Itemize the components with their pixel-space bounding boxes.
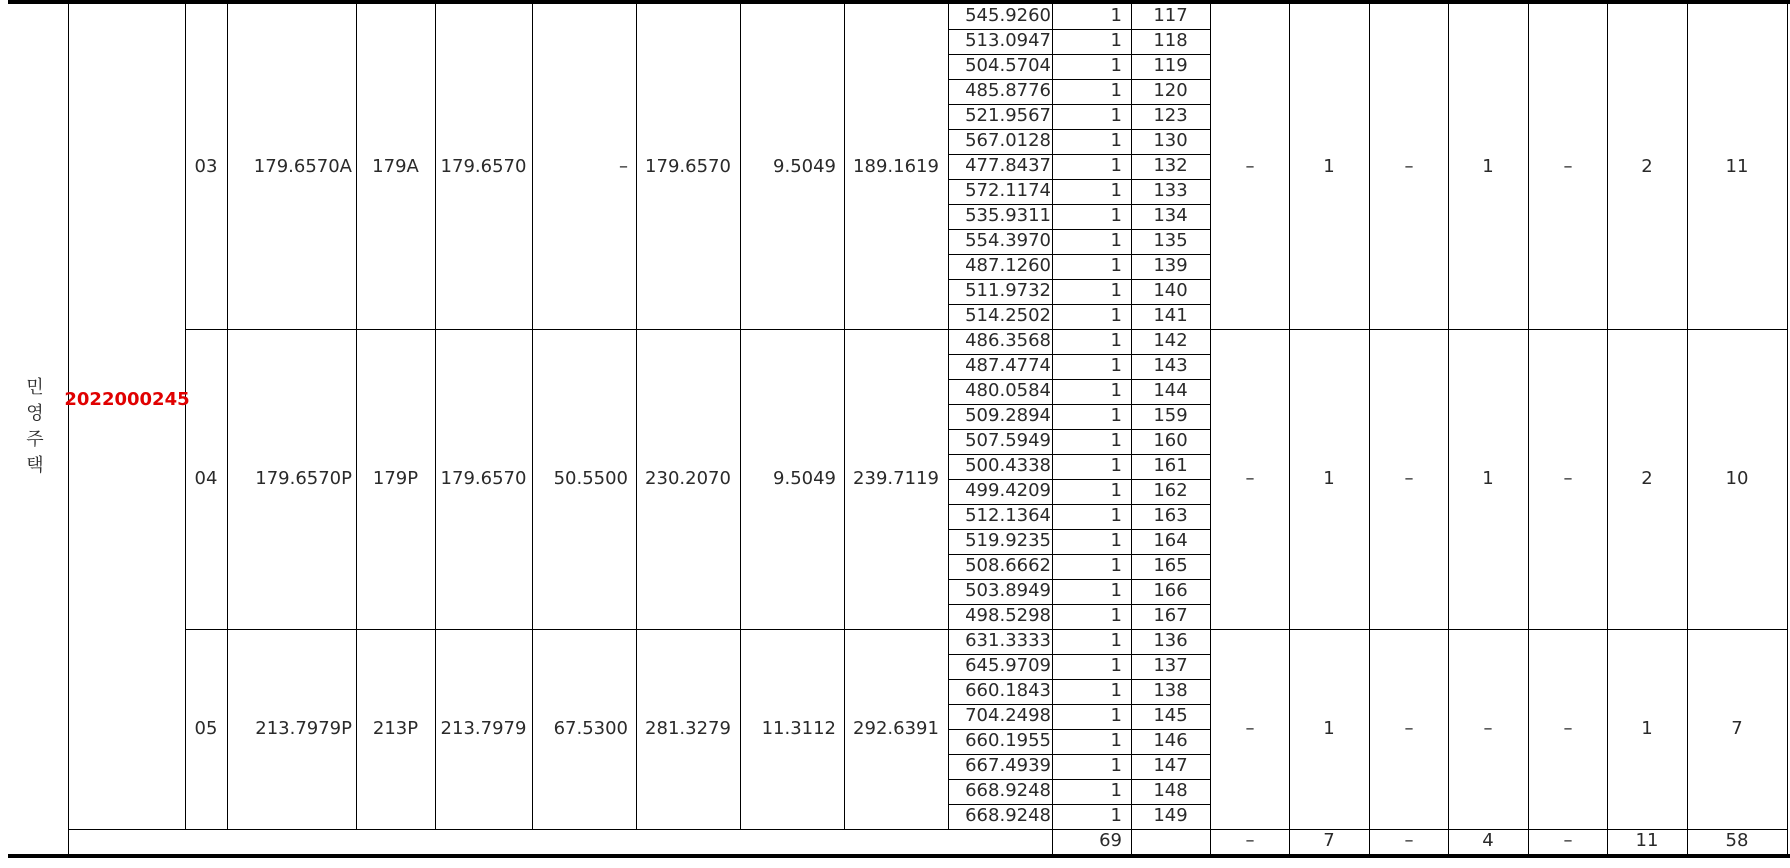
tail-value: 1 <box>1323 718 1335 739</box>
unit-count: 1 <box>1110 330 1122 351</box>
land-area: 504.5704 <box>965 55 1051 76</box>
col-divider <box>227 0 228 829</box>
unit-count: 1 <box>1110 680 1122 701</box>
unit-id: 162 <box>1153 480 1188 501</box>
unit-id: 147 <box>1153 755 1188 776</box>
tail-value: 2 <box>1641 468 1653 489</box>
land-area: 668.9248 <box>965 780 1051 801</box>
group-divider <box>185 629 948 630</box>
model: 213P <box>372 718 419 739</box>
tail-value: 1 <box>1323 468 1335 489</box>
unit-id: 137 <box>1153 655 1188 676</box>
unit-id: 165 <box>1153 555 1188 576</box>
unit-id: 140 <box>1153 280 1188 301</box>
unit-count: 1 <box>1110 355 1122 376</box>
unit-id: 117 <box>1153 5 1188 26</box>
bottom-rule <box>8 854 1790 858</box>
unit-count: 1 <box>1110 730 1122 751</box>
unit-id: 146 <box>1153 730 1188 751</box>
col-divider <box>1369 0 1370 854</box>
unit-count: 1 <box>1110 655 1122 676</box>
unit-id: 149 <box>1153 805 1188 826</box>
land-area: 519.9235 <box>965 530 1051 551</box>
unit-count: 1 <box>1110 530 1122 551</box>
col-divider <box>740 0 741 829</box>
group-no: 03 <box>194 155 218 177</box>
other-area: 9.5049 <box>773 155 836 177</box>
land-area: 631.3333 <box>965 630 1051 651</box>
unit-count: 1 <box>1110 705 1122 726</box>
unit-count: 1 <box>1110 280 1122 301</box>
unit-id: 136 <box>1153 630 1188 651</box>
group-no: 05 <box>194 718 218 739</box>
unit-id: 120 <box>1153 80 1188 101</box>
land-area: 485.8776 <box>965 80 1051 101</box>
land-area: 668.9248 <box>965 805 1051 826</box>
unit-id: 159 <box>1153 405 1188 426</box>
land-area: 499.4209 <box>965 480 1051 501</box>
unit-count: 1 <box>1110 805 1122 826</box>
col-divider <box>1528 0 1529 854</box>
top-rule <box>8 0 1790 4</box>
land-area: 545.9260 <box>965 5 1051 26</box>
col-divider <box>1289 0 1290 854</box>
unit-count: 1 <box>1110 130 1122 151</box>
unit-count: 1 <box>1110 55 1122 76</box>
unit-id: 160 <box>1153 430 1188 451</box>
unit-id: 141 <box>1153 305 1188 326</box>
unit-id: 145 <box>1153 705 1188 726</box>
total-tail-value: – <box>1404 830 1414 851</box>
col-divider <box>356 0 357 829</box>
unit-id: 134 <box>1153 205 1188 226</box>
other-area: 9.5049 <box>773 468 836 489</box>
land-area: 508.6662 <box>965 555 1051 576</box>
total-tail-value: – <box>1563 830 1573 851</box>
land-area: 486.3568 <box>965 330 1051 351</box>
land-area: 500.4338 <box>965 455 1051 476</box>
tail-value: – <box>1563 155 1573 177</box>
unit-count: 1 <box>1110 205 1122 226</box>
unit-id: 148 <box>1153 780 1188 801</box>
land-area: 509.2894 <box>965 405 1051 426</box>
unit-count: 1 <box>1110 605 1122 626</box>
unit-count: 1 <box>1110 405 1122 426</box>
unit-count: 1 <box>1110 780 1122 801</box>
tail-value: – <box>1483 718 1493 739</box>
land-area: 477.8437 <box>965 155 1051 176</box>
col-divider <box>1210 0 1211 854</box>
col-divider <box>532 0 533 829</box>
land-area: 567.0128 <box>965 130 1051 151</box>
col-divider <box>1787 0 1788 854</box>
other-common-area: – <box>619 155 628 177</box>
land-area: 513.0947 <box>965 30 1051 51</box>
total-tail-value: – <box>1245 830 1255 851</box>
group-divider <box>185 329 948 330</box>
tail-value: 1 <box>1482 468 1494 489</box>
unit-id: 130 <box>1153 130 1188 151</box>
tail-value: 1 <box>1323 155 1335 177</box>
contract-area: 239.7119 <box>853 468 939 489</box>
unit-count: 1 <box>1110 230 1122 251</box>
unit-count: 1 <box>1110 630 1122 651</box>
total-tail-value: 7 <box>1323 830 1335 851</box>
category-label <box>20 375 50 479</box>
col-divider <box>636 0 637 829</box>
contract-area: 292.6391 <box>853 718 939 739</box>
category-label-line: 민영 <box>26 376 44 424</box>
totals-divider <box>68 829 1787 830</box>
land-area: 572.1174 <box>965 180 1051 201</box>
unit-count: 1 <box>1110 80 1122 101</box>
other-common-area: 67.5300 <box>553 718 628 739</box>
group-divider <box>1210 629 1787 630</box>
unit-id: 135 <box>1153 230 1188 251</box>
unit-count: 1 <box>1110 505 1122 526</box>
category-label-line: 주택 <box>26 428 44 476</box>
unit-id: 167 <box>1153 605 1188 626</box>
supply-area: 281.3279 <box>645 718 731 739</box>
unit-count: 1 <box>1110 30 1122 51</box>
total-count: 69 <box>1099 830 1122 851</box>
tail-value: – <box>1563 468 1573 489</box>
col-divider <box>1448 0 1449 854</box>
col-divider <box>1607 0 1608 854</box>
land-area: 503.8949 <box>965 580 1051 601</box>
tail-value: – <box>1245 155 1255 177</box>
unit-id: 133 <box>1153 180 1188 201</box>
tail-value: 10 <box>1725 468 1749 489</box>
unit-id: 144 <box>1153 380 1188 401</box>
land-area: 554.3970 <box>965 230 1051 251</box>
unit-count: 1 <box>1110 480 1122 501</box>
col-divider <box>435 0 436 829</box>
tail-value: 7 <box>1731 718 1743 739</box>
unit-id: 164 <box>1153 530 1188 551</box>
unit-id: 132 <box>1153 155 1188 176</box>
other-common-area: 50.5500 <box>553 468 628 489</box>
supply-area: 179.6570 <box>645 155 731 177</box>
tail-value: – <box>1404 468 1414 489</box>
total-tail-value: 11 <box>1635 830 1659 851</box>
unit-id: 138 <box>1153 680 1188 701</box>
unit-id: 142 <box>1153 330 1188 351</box>
col-divider <box>185 0 186 829</box>
unit-count: 1 <box>1110 755 1122 776</box>
notice-number: 2022000245 <box>64 388 190 410</box>
total-tail-value: 4 <box>1482 830 1494 851</box>
contract-area: 189.1619 <box>853 155 939 177</box>
tail-value: 1 <box>1641 718 1653 739</box>
type-area: 179.6570A <box>253 155 352 177</box>
tail-value: 11 <box>1725 155 1749 177</box>
unit-count: 1 <box>1110 180 1122 201</box>
unit-id: 118 <box>1153 30 1188 51</box>
model: 179A <box>372 155 419 177</box>
tail-value: – <box>1563 718 1573 739</box>
tail-value: – <box>1245 468 1255 489</box>
total-tail-value: 58 <box>1725 830 1749 851</box>
unit-count: 1 <box>1110 380 1122 401</box>
unit-id: 123 <box>1153 105 1188 126</box>
land-area: 512.1364 <box>965 505 1051 526</box>
land-area: 521.9567 <box>965 105 1051 126</box>
supply-area: 230.2070 <box>645 468 731 489</box>
tail-value: 2 <box>1641 155 1653 177</box>
unit-count: 1 <box>1110 5 1122 26</box>
land-area: 704.2498 <box>965 705 1051 726</box>
tail-value: – <box>1245 718 1255 739</box>
land-area: 511.9732 <box>965 280 1051 301</box>
unit-id: 161 <box>1153 455 1188 476</box>
land-area: 645.9709 <box>965 655 1051 676</box>
exclusive-area: 179.6570 <box>440 468 527 489</box>
tail-value: – <box>1404 718 1414 739</box>
land-area: 667.4939 <box>965 755 1051 776</box>
unit-id: 119 <box>1153 55 1188 76</box>
unit-id: 143 <box>1153 355 1188 376</box>
exclusive-area: 213.7979 <box>440 718 527 739</box>
unit-count: 1 <box>1110 555 1122 576</box>
tail-value: 1 <box>1482 155 1494 177</box>
land-area: 660.1843 <box>965 680 1051 701</box>
col-divider <box>68 0 69 854</box>
unit-id: 139 <box>1153 255 1188 276</box>
land-area: 535.9311 <box>965 205 1051 226</box>
col-divider <box>844 0 845 829</box>
land-area: 514.2502 <box>965 305 1051 326</box>
unit-count: 1 <box>1110 305 1122 326</box>
land-area: 487.4774 <box>965 355 1051 376</box>
type-area: 179.6570P <box>255 468 352 489</box>
model: 179P <box>372 468 419 489</box>
land-area: 660.1955 <box>965 730 1051 751</box>
exclusive-area: 179.6570 <box>440 155 527 177</box>
land-area: 480.0584 <box>965 380 1051 401</box>
other-area: 11.3112 <box>761 718 836 739</box>
unit-id: 166 <box>1153 580 1188 601</box>
land-area: 507.5949 <box>965 430 1051 451</box>
land-area: 498.5298 <box>965 605 1051 626</box>
unit-id: 163 <box>1153 505 1188 526</box>
unit-count: 1 <box>1110 105 1122 126</box>
group-no: 04 <box>194 468 218 489</box>
type-area: 213.7979P <box>255 718 352 739</box>
unit-count: 1 <box>1110 255 1122 276</box>
group-divider <box>1210 329 1787 330</box>
unit-count: 1 <box>1110 455 1122 476</box>
unit-count: 1 <box>1110 580 1122 601</box>
unit-count: 1 <box>1110 155 1122 176</box>
unit-count: 1 <box>1110 430 1122 451</box>
land-area: 487.1260 <box>965 255 1051 276</box>
col-divider <box>1687 0 1688 854</box>
tail-value: – <box>1404 155 1414 177</box>
